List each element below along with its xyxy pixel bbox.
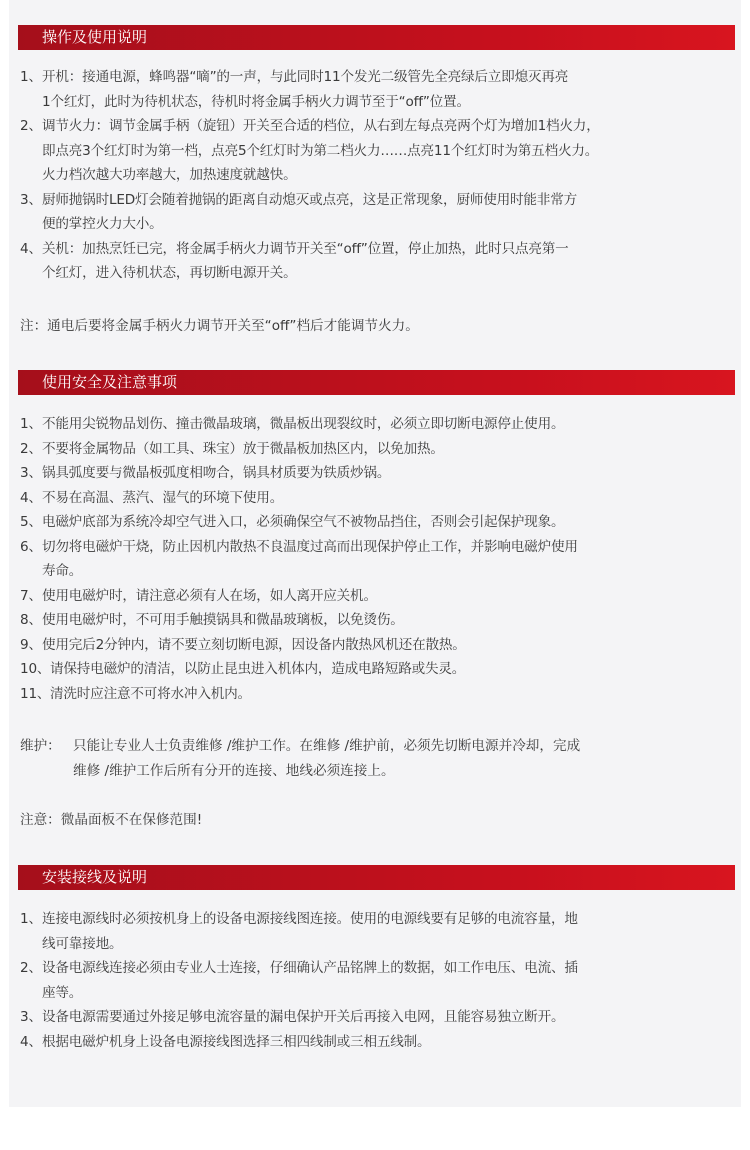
item-number: 1、 bbox=[20, 911, 42, 927]
item-number: 11、 bbox=[20, 685, 51, 702]
item-text: 便的掌控火力大小。 bbox=[42, 216, 163, 232]
item-text: 火力档次越大功率越大，加热速度就越快。 bbox=[42, 167, 297, 183]
section-header-operation: 操作及使用说明 bbox=[18, 25, 735, 50]
list-item bbox=[20, 437, 742, 462]
item-text: 锅具弧度要与微晶板弧度相吻合，锅具材质要为铁质炒锅。 bbox=[42, 465, 391, 481]
item-number: 3、 bbox=[20, 1009, 42, 1025]
list-item bbox=[20, 486, 742, 511]
list-item bbox=[20, 608, 742, 633]
list-item bbox=[20, 657, 742, 682]
item-text: 座等。 bbox=[42, 984, 83, 1001]
list-item bbox=[20, 907, 742, 956]
item-text: 设备电源需要通过外接足够电流容量的漏电保护开关后再接入电网，且能容易独立断开。 bbox=[42, 1009, 565, 1025]
item-text: 个红灯，进入待机状态，再切断电源开关。 bbox=[42, 265, 297, 281]
section-header-installation: 安装接线及说明 bbox=[18, 865, 735, 890]
maintenance-text: 维修 /维护工作后所有分开的连接、地线必须连接上。 bbox=[73, 762, 395, 779]
item-text: 连接电源线时必须按机身上的设备电源接线图连接。使用的电源线要有足够的电流容量，地 bbox=[42, 911, 578, 927]
item-number: 5、 bbox=[20, 514, 42, 530]
item-number: 1、 bbox=[20, 416, 42, 432]
item-text: 寿命。 bbox=[42, 563, 83, 579]
item-number: 10、 bbox=[20, 661, 51, 677]
list-item bbox=[20, 633, 742, 658]
list-item bbox=[20, 461, 742, 486]
item-number: 3、 bbox=[20, 465, 42, 481]
item-number: 8、 bbox=[20, 612, 42, 628]
item-number: 6、 bbox=[20, 538, 42, 555]
list-item bbox=[20, 188, 742, 237]
list-item bbox=[20, 1030, 742, 1055]
item-text: 切勿将电磁炉干烧，防止因机内散热不良温度过高而出现保护停止工作，并影响电磁炉使用 bbox=[42, 538, 578, 555]
item-text: 即点亮3个红灯时为第一档，点亮5个红灯时为第二档火力……点亮11个红灯时为第五档火力。 bbox=[42, 142, 599, 159]
list-item bbox=[20, 682, 742, 707]
list-item bbox=[20, 114, 742, 188]
list-item bbox=[20, 237, 742, 286]
item-number: 3、 bbox=[20, 191, 42, 208]
list-item bbox=[20, 956, 742, 1005]
item-number: 4、 bbox=[20, 240, 42, 257]
operation-list bbox=[20, 65, 742, 286]
item-text: 设备电源线连接必须由专业人士连接，仔细确认产品铭牌上的数据，如工作电压、电流、插 bbox=[42, 960, 578, 976]
list-item bbox=[20, 584, 742, 609]
maintenance-text: 只能让专业人士负责维修 /维护工作。在维修 /维护前，必须先切断电源并冷却，完成 bbox=[73, 738, 581, 754]
item-text: 根据电磁炉机身上设备电源接线图选择三相四线制或三相五线制。 bbox=[42, 1033, 431, 1050]
item-text: 不易在高温、蒸汽、湿气的环境下使用。 bbox=[42, 489, 284, 506]
operation-note: 注：通电后要将金属手柄火力调节开关至“off”档后才能调节火力。 bbox=[20, 318, 419, 334]
item-text: 不能用尖锐物品划伤、撞击微晶玻璃，微晶板出现裂纹时，必须立即切断电源停止使用。 bbox=[42, 416, 565, 432]
list-item bbox=[20, 412, 742, 437]
item-text: 清洗时应注意不可将水冲入机内。 bbox=[50, 685, 251, 702]
item-number: 4、 bbox=[20, 489, 42, 506]
list-item bbox=[20, 535, 742, 584]
item-number: 2、 bbox=[20, 440, 42, 457]
item-text: 调节火力：调节金属手柄（旋钮）开关至合适的档位，从右到左每点亮两个灯为增加1档火力， bbox=[42, 118, 600, 134]
maintenance-note bbox=[20, 734, 750, 783]
item-number: 2、 bbox=[20, 118, 42, 134]
item-text: 厨师抛锅时LED灯会随着抛锅的距离自动熄灭或点亮，这是正常现象，厨师使用时能非常方 bbox=[42, 191, 577, 208]
item-text: 使用电磁炉时，请注意必须有人在场，如人离开应关机。 bbox=[42, 587, 377, 604]
item-text: 使用完后2分钟内，请不要立刻切断电源，因设备内散热风机还在散热。 bbox=[42, 636, 466, 653]
list-item bbox=[20, 510, 742, 535]
installation-list bbox=[20, 907, 742, 1054]
section-header-safety: 使用安全及注意事项 bbox=[18, 370, 735, 395]
item-text: 关机：加热烹饪已完，将金属手柄火力调节开关至“off”位置，停止加热，此时只点亮第一 bbox=[42, 240, 569, 257]
item-number: 9、 bbox=[20, 636, 42, 653]
item-text: 不要将金属物品（如工具、珠宝）放于微晶板加热区内，以免加热。 bbox=[42, 440, 444, 457]
item-text: 开机：接通电源，蜂鸣器“嘀”的一声，与此同时11个发光二级管先全亮绿后立即熄灭再亮 bbox=[42, 69, 569, 85]
item-text: 电磁炉底部为系统冷却空气进入口，必须确保空气不被物品挡住，否则会引起保护现象。 bbox=[42, 514, 565, 530]
list-item bbox=[20, 65, 742, 114]
item-number: 4、 bbox=[20, 1033, 42, 1050]
item-text: 1个红灯，此时为待机状态，待机时将金属手柄火力调节至于“off”位置。 bbox=[42, 93, 470, 110]
maintenance-label: 维护： bbox=[20, 738, 61, 754]
safety-list bbox=[20, 412, 742, 706]
item-number: 1、 bbox=[20, 69, 42, 85]
item-text: 线可靠接地。 bbox=[42, 935, 123, 952]
item-text: 使用电磁炉时，不可用手触摸锅具和微晶玻璃板，以免烫伤。 bbox=[42, 612, 404, 628]
list-item bbox=[20, 1005, 742, 1030]
item-number: 2、 bbox=[20, 960, 42, 976]
attention-note: 注意：微晶面板不在保修范围! bbox=[20, 812, 203, 828]
item-text: 请保持电磁炉的清洁，以防止昆虫进入机体内，造成电路短路或失灵。 bbox=[50, 661, 466, 677]
item-number: 7、 bbox=[20, 587, 42, 604]
